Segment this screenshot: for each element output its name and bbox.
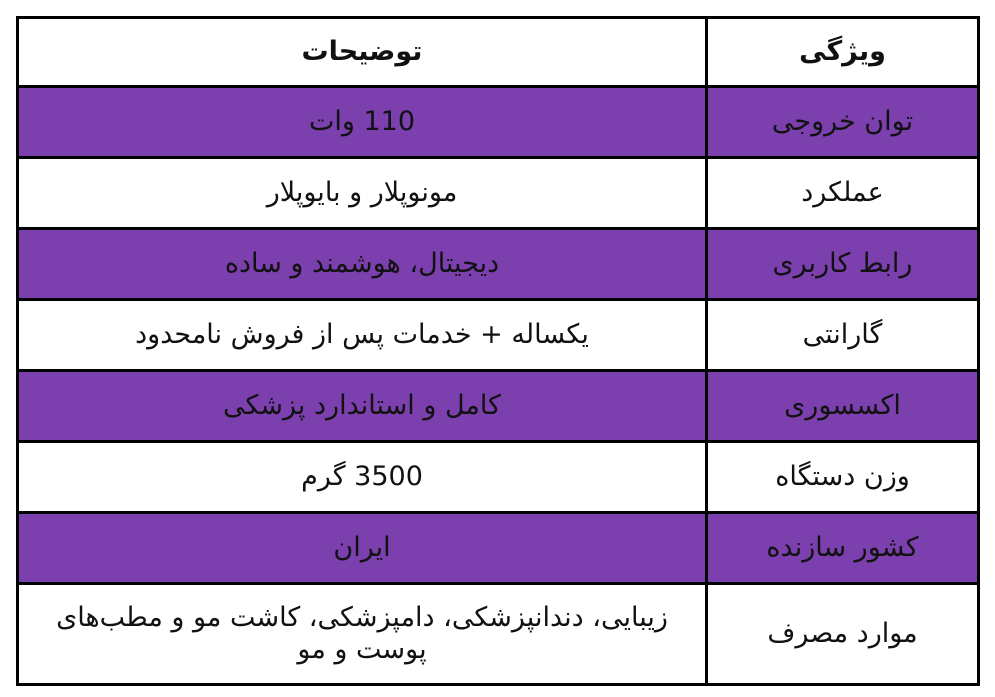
feature-cell: رابط کاربری bbox=[707, 228, 979, 299]
spec-table bbox=[16, 16, 980, 686]
feature-cell: توان خروجی bbox=[707, 87, 979, 158]
table-row bbox=[18, 87, 979, 158]
table-row bbox=[18, 228, 979, 299]
feature-cell: عملکرد bbox=[707, 157, 979, 228]
feature-cell: کشور سازنده bbox=[707, 512, 979, 583]
description-cell: مونوپلار و بایوپلار bbox=[18, 157, 707, 228]
description-cell: یکساله + خدمات پس از فروش نامحدود bbox=[18, 299, 707, 370]
description-cell: 3500 گرم bbox=[18, 441, 707, 512]
table-row bbox=[18, 441, 979, 512]
header-description: توضیحات bbox=[18, 18, 707, 87]
description-cell: دیجیتال، هوشمند و ساده bbox=[18, 228, 707, 299]
table-row bbox=[18, 299, 979, 370]
feature-cell: موارد مصرف bbox=[707, 583, 979, 684]
feature-cell: اکسسوری bbox=[707, 370, 979, 441]
description-cell: 110 وات bbox=[18, 87, 707, 158]
table-header-row bbox=[18, 18, 979, 87]
header-feature: ویژگی bbox=[707, 18, 979, 87]
table-row bbox=[18, 370, 979, 441]
feature-cell: وزن دستگاه bbox=[707, 441, 979, 512]
table-row bbox=[18, 583, 979, 684]
table-row bbox=[18, 157, 979, 228]
description-cell: زیبایی، دندانپزشکی، دامپزشکی، کاشت مو و مطب‌های پوست و مو bbox=[18, 583, 707, 684]
description-cell: ایران bbox=[18, 512, 707, 583]
table-row bbox=[18, 512, 979, 583]
feature-cell: گارانتی bbox=[707, 299, 979, 370]
description-cell: کامل و استاندارد پزشکی bbox=[18, 370, 707, 441]
